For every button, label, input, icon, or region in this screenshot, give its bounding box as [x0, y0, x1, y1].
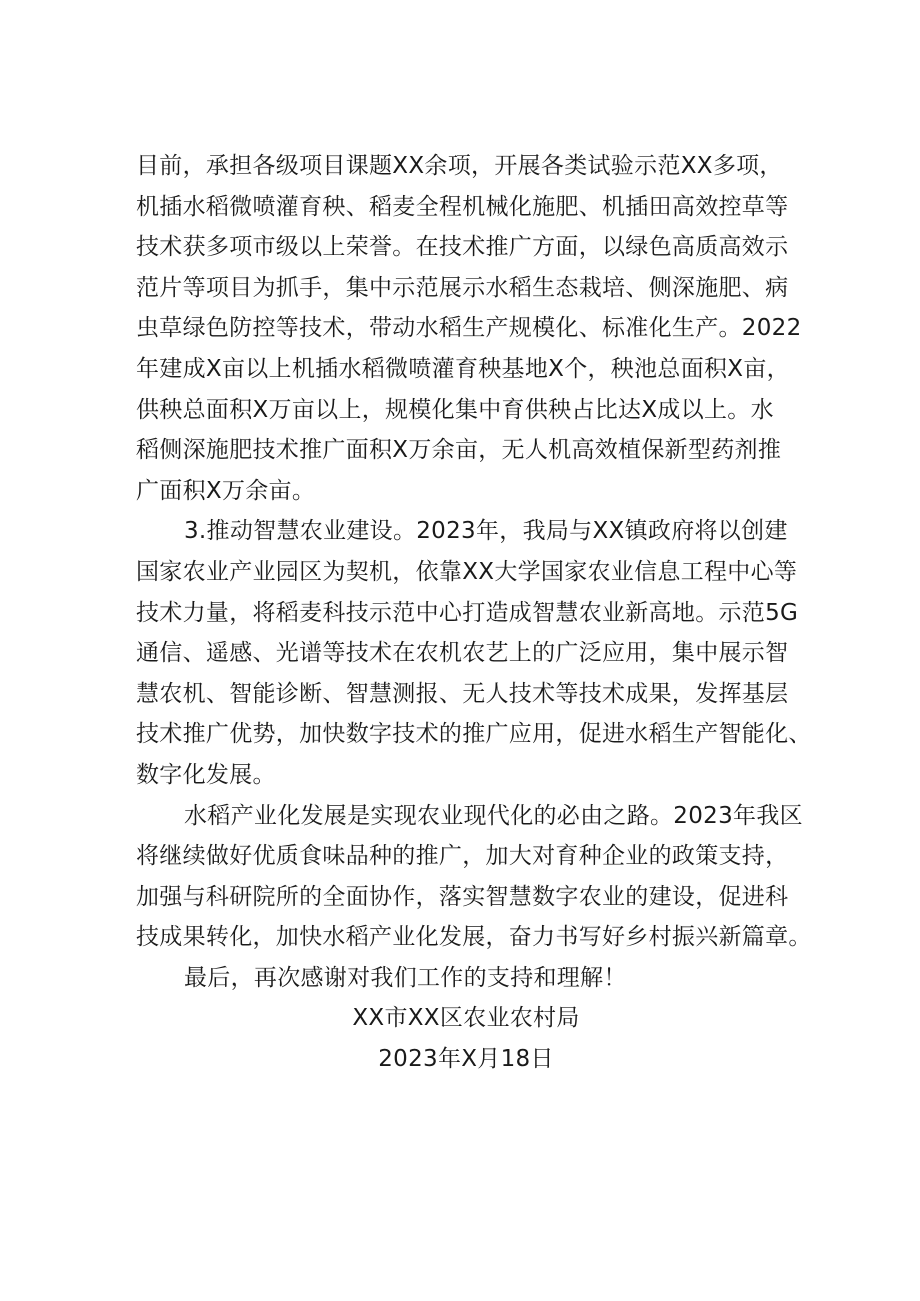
text-line: 年建成X亩以上机插水稻微喷灌育秧基地X个，秧池总面积X亩，	[136, 355, 790, 382]
text-line: 技术获多项市级以上荣誉。在技术推广方面，以绿色高质高效示	[136, 234, 789, 261]
closing-thanks: 最后，再次感谢对我们工作的支持和理解！	[184, 964, 627, 991]
text-line: 范片等项目为抓手，集中示范展示水稻生态栽培、侧深施肥、病	[136, 274, 789, 301]
text-line: 加强与科研院所的全面协作，落实智慧数字农业的建设，促进科	[136, 883, 789, 910]
text-line: 数字化发展。	[136, 761, 276, 788]
text-line: 广面积X万余亩。	[136, 477, 316, 504]
document-body	[136, 146, 812, 1080]
text-line: 技术推广优势，加快数字技术的推广应用，促进水稻生产智能化、	[136, 721, 812, 748]
text-line: 技术力量，将稻麦科技示范中心打造成智慧农业新高地。示范5G	[136, 599, 799, 626]
signature-organization: XX市XX区农业农村局	[352, 1005, 580, 1032]
text-line: 慧农机、智能诊断、智慧测报、无人技术等技术成果，发挥基层	[136, 680, 789, 707]
text-line: 机插水稻微喷灌育秧、稻麦全程机械化施肥、机插田高效控草等	[136, 193, 789, 220]
text-line: 将继续做好优质食味品种的推广，加大对育种企业的政策支持，	[136, 843, 789, 870]
text-line: 通信、遥感、光谱等技术在农机农艺上的广泛应用，集中展示智	[136, 640, 789, 667]
paragraph-conclusion	[136, 796, 812, 958]
paragraph-smart-agriculture	[136, 511, 812, 795]
text-line: 3.推动智慧农业建设。2023年，我局与XX镇政府将以创建	[184, 518, 788, 545]
text-line: 技成果转化，加快水稻产业化发展，奋力书写好乡村振兴新篇章。	[136, 924, 812, 951]
text-line: 目前，承担各级项目课题XX余项，开展各类试验示范XX多项，	[136, 153, 783, 179]
signature-date: 2023年X月18日	[378, 1046, 554, 1073]
text-line: 国家农业产业园区为契机，依靠XX大学国家农业信息工程中心等	[136, 558, 798, 585]
text-line: 虫草绿色防控等技术，带动水稻生产规模化、标准化生产。2022	[136, 315, 802, 342]
paragraph-tech-promotion	[136, 146, 802, 511]
text-line: 稻侧深施肥技术推广面积X万余亩，无人机高效植保新型药剂推	[136, 437, 782, 464]
text-line: 水稻产业化发展是实现农业现代化的必由之路。2023年我区	[184, 802, 803, 829]
text-line: 供秧总面积X万亩以上，规模化集中育供秧占比达X成以上。水	[136, 396, 774, 423]
